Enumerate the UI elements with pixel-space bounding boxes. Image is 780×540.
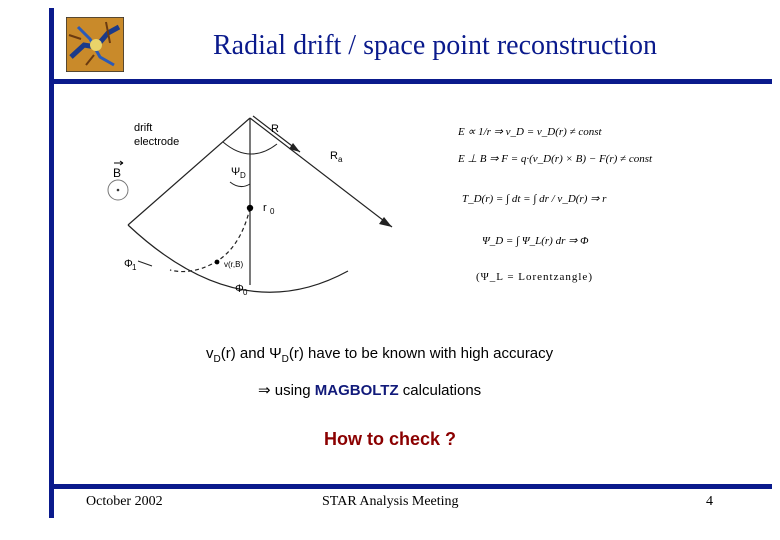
star-logo-icon <box>66 17 124 72</box>
page-number: 4 <box>706 494 713 509</box>
formula-3: T_D(r) = ∫ dt = ∫ dr / v_D(r) ⇒ r <box>462 193 607 205</box>
formula-4: Ψ_D = ∫ Ψ_L(r) dr ⇒ Φ <box>482 235 589 247</box>
how-to-check-heading: How to check ? <box>323 429 457 449</box>
formula-1: E ∝ 1/r ⇒ v_D = v_D(r) ≠ const <box>458 126 602 138</box>
ra-sub: a <box>338 155 343 164</box>
psi-d-sub: D <box>240 171 246 180</box>
r0-label: r <box>263 202 267 214</box>
formula-2: E ⊥ B ⇒ F = q·(v_D(r) × B) − F(r) ≠ const <box>458 153 653 165</box>
r0-sub: 0 <box>270 207 275 216</box>
formula-block <box>458 110 698 290</box>
b-label: B <box>113 166 122 180</box>
velocity-label: v(r,B) <box>224 260 244 269</box>
bottom-horizontal-rule <box>49 484 772 489</box>
phi1-sub: 1 <box>132 263 137 272</box>
magboltz-term: MAGBOLTZ <box>314 382 399 399</box>
drift-label: drift <box>134 122 153 134</box>
ra-label: R <box>330 150 338 162</box>
drift-path <box>212 208 250 264</box>
magboltz-statement: ⇒ using MAGBOLTZ calculations <box>258 382 482 399</box>
top-horizontal-rule <box>49 79 772 84</box>
accuracy-statement: $v_D(r)$ and $\Psi_D(r)$ have to be known with high accuracy <box>206 345 554 365</box>
footer-meeting: STAR Analysis Meeting <box>322 494 459 509</box>
ri-label: R <box>271 123 279 135</box>
formula-5: (Ψ_L = Lorentzangle) <box>476 271 593 283</box>
r0-point <box>247 205 253 211</box>
slide-title: Radial drift / space point reconstruction <box>213 30 657 61</box>
phi0-sub: 0 <box>243 288 248 297</box>
electrode-label: electrode <box>134 136 180 148</box>
phi1-label: Φ <box>124 258 133 270</box>
phi0-label: Φ <box>235 283 244 295</box>
radial-drift-diagram <box>100 100 430 300</box>
psi-d-label: Ψ <box>231 166 241 178</box>
footer-date: October 2002 <box>86 494 163 509</box>
